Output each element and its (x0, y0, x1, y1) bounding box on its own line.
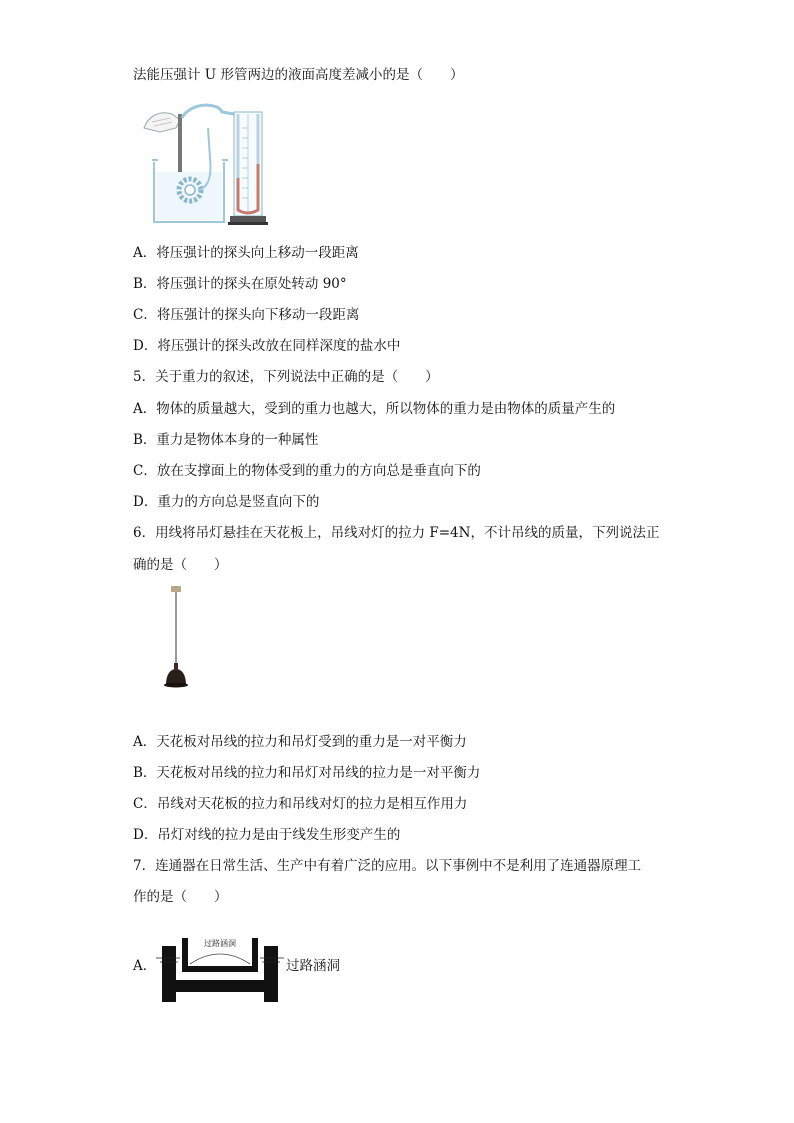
q6-stem-line2: 确的是（ ） (133, 557, 228, 573)
q4-option-d[interactable]: D．将压强计的探头改放在同样深度的盐水中 (133, 338, 401, 354)
q4-option-a[interactable]: A．将压强计的探头向上移动一段距离 (133, 245, 359, 261)
q5-option-d[interactable]: D．重力的方向总是竖直向下的 (133, 494, 320, 510)
culvert-figure (156, 934, 284, 1006)
q7-stem-line1: 7．连通器在日常生活、生产中有着广泛的应用。以下事例中不是利用了连通器原理工 (133, 858, 642, 874)
culvert-figure-label: 过路涵洞 (204, 939, 236, 948)
q5-option-a[interactable]: A．物体的质量越大，受到的重力也越大，所以物体的重力是由物体的质量产生的 (133, 401, 616, 417)
q4-option-b[interactable]: B．将压强计的探头在原处转动 90° (133, 276, 347, 292)
q5-option-b[interactable]: B．重力是物体本身的一种属性 (133, 432, 319, 448)
pressure-gauge-figure (138, 98, 278, 228)
q5-stem: 5．关于重力的叙述，下列说法中正确的是（ ） (133, 369, 439, 385)
q6-option-b[interactable]: B．天花板对吊线的拉力和吊灯对吊线的拉力是一对平衡力 (133, 765, 481, 781)
q5-option-c[interactable]: C．放在支撑面上的物体受到的重力的方向总是垂直向下的 (133, 463, 481, 479)
pendant-lamp-figure (156, 585, 196, 691)
q6-stem-line1: 6．用线将吊灯悬挂在天花板上，吊线对灯的拉力 F=4N，不计吊线的质量，下列说法正 (133, 525, 660, 541)
q6-option-c[interactable]: C．吊线对天花板的拉力和吊线对灯的拉力是相互作用力 (133, 796, 468, 812)
q7-option-a-caption: 过路涵洞 (286, 958, 340, 974)
q6-option-d[interactable]: D．吊灯对线的拉力是由于线发生形变产生的 (133, 827, 401, 843)
q4-option-c[interactable]: C．将压强计的探头向下移动一段距离 (133, 307, 360, 323)
q7-option-a-label[interactable]: A． (133, 958, 157, 974)
q4-stem-tail: 法能压强计 U 形管两边的液面高度差减小的是（ ） (133, 67, 464, 83)
q7-stem-line2: 作的是（ ） (133, 889, 228, 905)
q6-option-a[interactable]: A．天花板对吊线的拉力和吊灯受到的重力是一对平衡力 (133, 734, 467, 750)
